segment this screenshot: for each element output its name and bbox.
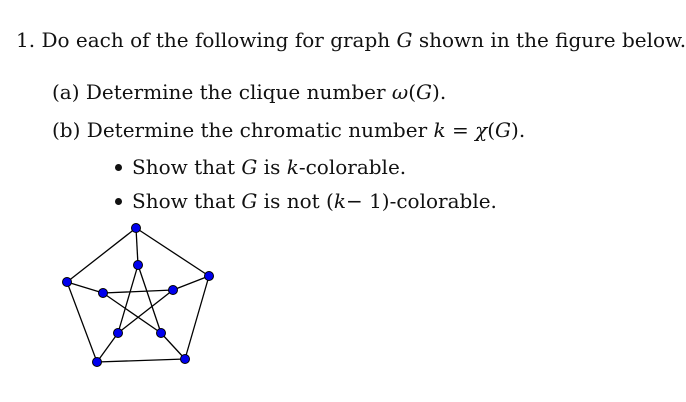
bullet-2-k: k (333, 189, 346, 213)
graph-vertex (93, 358, 102, 367)
graph-vertex (99, 289, 108, 298)
bullet-dot (115, 198, 122, 205)
part-a-text: Determine the clique number (85, 80, 392, 104)
part-b-open-paren: ( (487, 118, 496, 142)
graph-edge (138, 265, 161, 333)
graph-nodes (63, 224, 214, 367)
bullet-1-mid: is (257, 155, 287, 179)
graph-edge (185, 276, 209, 359)
chi-symbol: χ (475, 118, 488, 142)
graph-edge (97, 333, 118, 362)
part-a-open-paren: ( (408, 80, 417, 104)
part-b-graph-var: G (495, 118, 512, 142)
omega-symbol: ω (391, 80, 409, 104)
petersen-graph-figure (50, 215, 230, 375)
graph-edge (118, 290, 173, 333)
bullet-2-post: − 1)-colorable. (345, 189, 497, 213)
part-a (52, 80, 446, 104)
intro-text-end: shown in the figure below. (412, 28, 686, 52)
graph-vertex (132, 224, 141, 233)
part-a-close: ). (432, 80, 447, 104)
bullet-1-graph-var: G (241, 155, 258, 179)
graph-edge (67, 282, 103, 293)
graph-vertex (169, 286, 178, 295)
equals-sign: = (445, 118, 476, 142)
graph-edge (136, 228, 209, 276)
part-b-text: Determine the chromatic number (86, 118, 434, 142)
graph-edge (161, 333, 185, 359)
bullet-1-k: k (286, 155, 299, 179)
problem-title (16, 28, 686, 52)
part-a-label: (a) (52, 80, 80, 104)
part-b-close: ). (511, 118, 526, 142)
graph-edge (173, 276, 209, 290)
graph-vertex (114, 329, 123, 338)
part-b (52, 118, 525, 142)
problem-number: 1. (16, 28, 36, 52)
graph-vertex (134, 261, 143, 270)
graph-vertex (205, 272, 214, 281)
intro-text-start: Do each of the following for graph (41, 28, 397, 52)
graph-vertex (157, 329, 166, 338)
graph-edge (67, 282, 97, 362)
graph-edge (118, 265, 138, 333)
bullet-item-2 (132, 189, 497, 213)
intro-graph-var: G (396, 28, 413, 52)
bullet-2-mid: is not ( (257, 189, 334, 213)
part-a-graph-var: G (416, 80, 433, 104)
graph-vertex (63, 278, 72, 287)
bullet-item-1 (132, 155, 406, 179)
bullet-1-pre: Show that (132, 155, 242, 179)
bullet-dot (115, 164, 122, 171)
graph-edge (67, 228, 136, 282)
graph-edges (67, 228, 209, 362)
graph-edge (136, 228, 138, 265)
graph-edge (97, 359, 185, 362)
bullet-2-graph-var: G (241, 189, 258, 213)
bullet-1-post: -colorable. (298, 155, 407, 179)
part-b-label: (b) (52, 118, 81, 142)
bullet-2-pre: Show that (132, 189, 242, 213)
k-variable: k (433, 118, 446, 142)
graph-edge (103, 290, 173, 293)
graph-edge (103, 293, 161, 333)
graph-vertex (181, 355, 190, 364)
